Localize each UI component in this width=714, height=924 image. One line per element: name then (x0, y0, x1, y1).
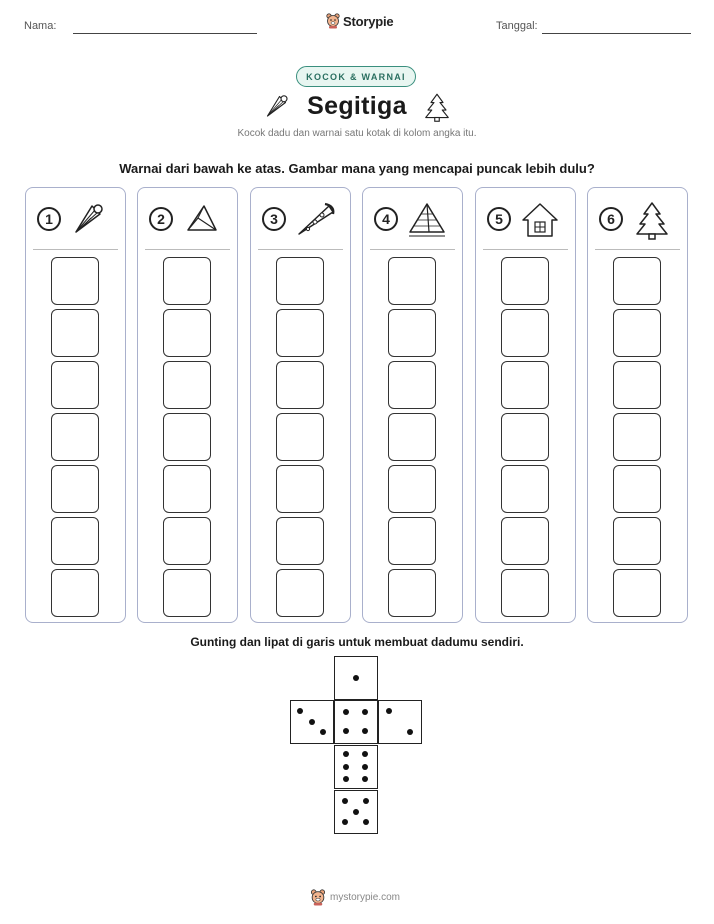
column-divider (595, 249, 680, 250)
color-box[interactable] (388, 517, 436, 565)
date-line[interactable] (542, 33, 691, 34)
color-box[interactable] (388, 569, 436, 617)
color-box[interactable] (613, 517, 661, 565)
column-divider (370, 249, 455, 250)
color-box[interactable] (388, 465, 436, 513)
die-pip (362, 764, 368, 770)
column-number: 3 (262, 207, 286, 231)
color-box[interactable] (276, 517, 324, 565)
color-box[interactable] (163, 309, 211, 357)
shuttlecock-icon (70, 200, 110, 240)
column-2 (137, 187, 238, 623)
footer-url: mystorypie.com (330, 892, 401, 903)
die-pip (343, 776, 349, 782)
column-4 (362, 187, 463, 623)
color-box[interactable] (163, 465, 211, 513)
pine-tree-icon (422, 91, 452, 123)
color-box[interactable] (501, 465, 549, 513)
die-face-3 (290, 700, 334, 744)
column-3 (250, 187, 351, 623)
name-line[interactable] (73, 33, 257, 34)
pyramid-icon (407, 200, 447, 240)
die-pip (362, 709, 368, 715)
activity-badge: KOCOK & WARNAI (296, 66, 416, 87)
name-label: Nama: (24, 20, 57, 32)
column-divider (145, 249, 230, 250)
coloring-instruction: Warnai dari bawah ke atas. Gambar mana yang mencapai puncak lebih dulu? (119, 161, 595, 176)
die-pip (297, 708, 303, 714)
die-pip (343, 709, 349, 715)
page-title: Segitiga (307, 92, 407, 120)
die-pip (342, 819, 348, 825)
pine-tree-icon (632, 200, 672, 240)
color-box[interactable] (51, 257, 99, 305)
storypie-bear-icon (310, 889, 326, 906)
color-box[interactable] (276, 361, 324, 409)
brand-name: Storypie (343, 13, 394, 29)
die-pip (353, 675, 359, 681)
pizza-slice-icon (295, 200, 335, 240)
color-box[interactable] (163, 569, 211, 617)
column-divider (483, 249, 568, 250)
column-number: 5 (487, 207, 511, 231)
color-box[interactable] (613, 413, 661, 461)
die-face-1 (334, 656, 378, 700)
color-box[interactable] (163, 517, 211, 565)
color-box[interactable] (388, 361, 436, 409)
color-box[interactable] (276, 309, 324, 357)
color-box[interactable] (51, 569, 99, 617)
die-pip (343, 751, 349, 757)
page-subtitle: Kocok dadu dan warnai satu kotak di kolom angka itu. (237, 128, 477, 139)
color-box[interactable] (51, 517, 99, 565)
date-label: Tanggal: (496, 20, 538, 32)
color-box[interactable] (501, 361, 549, 409)
die-pip (362, 776, 368, 782)
die-pip (386, 708, 392, 714)
color-box[interactable] (163, 361, 211, 409)
die-pip (362, 728, 368, 734)
die-face-6 (334, 745, 378, 789)
color-box[interactable] (501, 257, 549, 305)
column-divider (258, 249, 343, 250)
column-5 (475, 187, 576, 623)
column-number: 2 (149, 207, 173, 231)
color-box[interactable] (51, 309, 99, 357)
die-pip (343, 764, 349, 770)
color-box[interactable] (276, 465, 324, 513)
color-box[interactable] (388, 257, 436, 305)
color-box[interactable] (613, 465, 661, 513)
die-face-2 (378, 700, 422, 744)
column-divider (33, 249, 118, 250)
die-pip (320, 729, 326, 735)
cut-instruction: Gunting dan lipat di garis untuk membuat dadumu sendiri. (190, 635, 524, 649)
color-box[interactable] (613, 257, 661, 305)
brand-logo (326, 13, 393, 29)
die-face-5 (334, 790, 378, 834)
color-box[interactable] (501, 413, 549, 461)
color-box[interactable] (51, 465, 99, 513)
color-box[interactable] (388, 413, 436, 461)
die-face-4 (334, 700, 378, 744)
die-pip (309, 719, 315, 725)
die-pip (407, 729, 413, 735)
color-box[interactable] (613, 361, 661, 409)
die-pip (342, 798, 348, 804)
die-pip (343, 728, 349, 734)
color-box[interactable] (276, 569, 324, 617)
color-box[interactable] (163, 413, 211, 461)
color-box[interactable] (613, 309, 661, 357)
footer (310, 889, 400, 906)
napkin-icon (182, 200, 222, 240)
color-box[interactable] (501, 309, 549, 357)
column-number: 6 (599, 207, 623, 231)
die-pip (363, 819, 369, 825)
die-pip (362, 751, 368, 757)
column-number: 1 (37, 207, 61, 231)
color-box[interactable] (51, 361, 99, 409)
column-6 (587, 187, 688, 623)
color-box[interactable] (613, 569, 661, 617)
color-box[interactable] (163, 257, 211, 305)
color-box[interactable] (51, 413, 99, 461)
color-box[interactable] (276, 257, 324, 305)
color-box[interactable] (276, 413, 324, 461)
color-box[interactable] (501, 569, 549, 617)
color-box[interactable] (388, 309, 436, 357)
storypie-bear-icon (326, 13, 340, 29)
die-pip (353, 809, 359, 815)
die-pip (363, 798, 369, 804)
column-number: 4 (374, 207, 398, 231)
color-box[interactable] (501, 517, 549, 565)
house-icon (520, 200, 560, 240)
column-1 (25, 187, 126, 623)
